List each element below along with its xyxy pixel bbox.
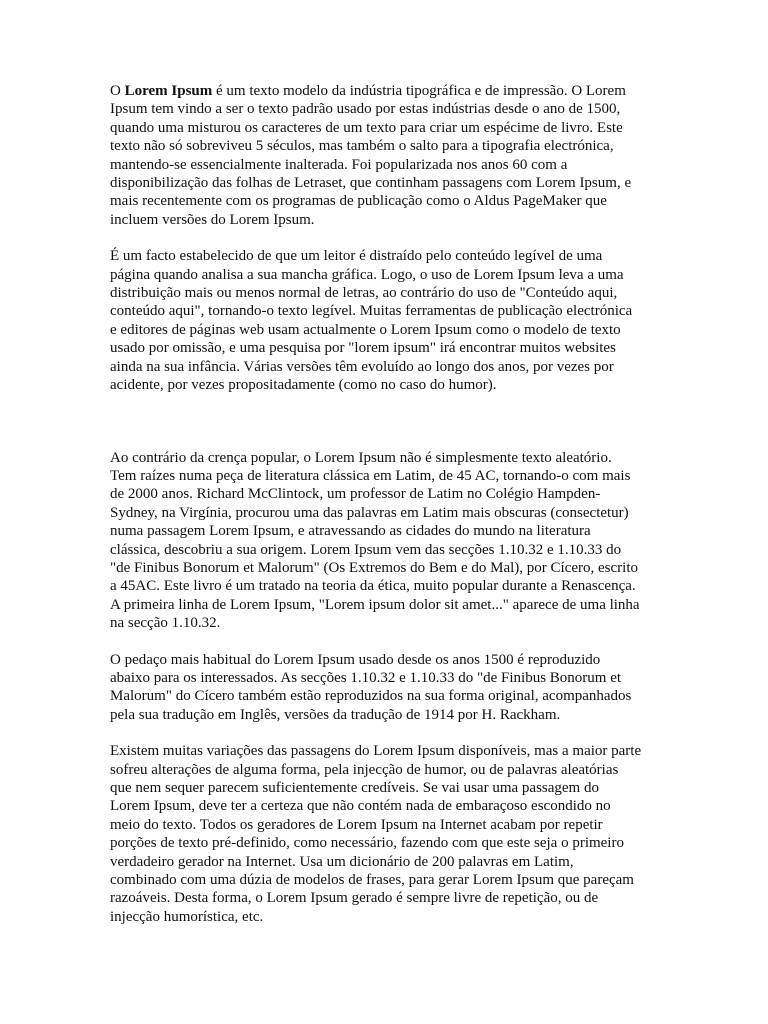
paragraph-2-line-1: É um facto estabelecido de que um leitor é distraído pelo conteúdo legível de uma (110, 248, 603, 265)
paragraph-1-line-5: mantendo-se essencialmente inalterada. Foi popularizada nos anos 60 com a (110, 156, 568, 173)
paragraph-5-line-7: verdadeiro gerador na Internet. Usa um dicionário de 200 palavras em Latim, (110, 853, 574, 870)
paragraph-1-line-3: quando uma misturou os caracteres de um texto para criar um espécime de livro. Este (110, 119, 623, 136)
paragraph-2-line-7: ainda na sua infância. Várias versões têm evoluído ao longo dos anos, por vezes por (110, 358, 614, 375)
document-body (110, 82, 662, 926)
paragraph-1-lead-prefix: O (110, 83, 125, 99)
paragraph-1 (110, 82, 662, 229)
paragraph-3-line-10: na secção 1.10.32. (110, 615, 221, 632)
paragraph-3-line-8: a 45AC. Este livro é um tratado na teoria da ética, muito popular durante a Renascença. (110, 578, 636, 595)
paragraph-5-line-1: Existem muitas variações das passagens do Lorem Ipsum disponíveis, mas a maior parte (110, 743, 642, 760)
paragraph-3-line-9: A primeira linha de Lorem Ipsum, "Lorem ipsum dolor sit amet..." aparece de uma linha (110, 596, 640, 613)
paragraph-1-line-4: texto não só sobreviveu 5 séculos, mas também o salto para a tipografia electrónica, (110, 138, 614, 155)
paragraph-2-line-4: conteúdo aqui", tornando-o texto legível. Muitas ferramentas de publicação electrónica (110, 303, 633, 320)
paragraph-1-line-8: incluem versões do Lorem Ipsum. (110, 211, 315, 228)
paragraph-2-line-5: e editores de páginas web usam actualmente o Lorem Ipsum como o modelo de texto (110, 321, 621, 338)
paragraph-2 (110, 247, 662, 394)
paragraph-3-line-1: Ao contrário da crença popular, o Lorem Ipsum não é simplesmente texto aleatório. (110, 449, 612, 466)
paragraph-4-line-4: pela sua tradução em Inglês, versões da tradução de 1914 por H. Rackham. (110, 706, 561, 723)
paragraph-3-line-7: "de Finibus Bonorum et Malorum" (Os Extremos do Bem e do Mal), por Cícero, escrito (110, 559, 638, 576)
paragraph-2-line-3: distribuição mais ou menos normal de letras, ao contrário do uso de "Conteúdo aqui, (110, 285, 618, 302)
paragraph-2-line-2: página quando analisa a sua mancha gráfica. Logo, o uso de Lorem Ipsum leva a uma (110, 266, 624, 283)
paragraph-4-line-2: abaixo para os interessados. As secções 1.10.32 e 1.10.33 do "de Finibus Bonorum et (110, 669, 622, 686)
paragraph-3 (110, 449, 662, 633)
paragraph-5-line-6: porções de texto pré-definido, como necessário, fazendo com que este seja o primeiro (110, 835, 624, 852)
paragraph-3-line-4: Sydney, na Virgínia, procurou uma das palavras em Latim mais obscuras (consectetur) (110, 504, 629, 521)
paragraph-4-line-1: O pedaço mais habitual do Lorem Ipsum usado desde os anos 1500 é reproduzido (110, 651, 601, 668)
paragraph-3-line-5: numa passagem Lorem Ipsum, e atravessando as cidades do mundo na literatura (110, 523, 591, 540)
paragraph-3-line-6: clássica, descobriu a sua origem. Lorem Ipsum vem das secções 1.10.32 e 1.10.33 do (110, 541, 622, 558)
paragraph-5-line-5: meio do texto. Todos os geradores de Lorem Ipsum na Internet acabam por repetir (110, 816, 603, 833)
paragraph-2-line-6: usado por omissão, e uma pesquisa por "lorem ipsum" irá encontrar muitos websites (110, 340, 616, 357)
paragraph-3-line-2: Tem raízes numa peça de literatura clássica em Latim, de 45 AC, tornando-o com mais (110, 467, 631, 484)
paragraph-5-line-3: que nem sequer parecem suficientemente credíveis. Se vai usar uma passagem do (110, 780, 599, 796)
paragraph-1-line-1-rest: é um texto modelo da indústria tipográfica e de impressão. O Lorem (212, 83, 626, 99)
paragraph-1-lead-bold: Lorem Ipsum (124, 83, 213, 99)
paragraph-3-line-3: de 2000 anos. Richard McClintock, um professor de Latim no Colégio Hampden- (110, 486, 601, 503)
paragraph-4-line-3: Malorum" do Cícero também estão reproduzidos na sua forma original, acompanhados (110, 688, 632, 705)
paragraph-4 (110, 651, 662, 725)
paragraph-2-line-8: acidente, por vezes propositadamente (como no caso do humor). (110, 377, 497, 394)
paragraph-1-line-2: Ipsum tem vindo a ser o texto padrão usado por estas indústrias desde o ano de 1500, (110, 101, 621, 118)
paragraph-5 (110, 742, 662, 926)
paragraph-1-line-1 (110, 82, 662, 100)
paragraph-1-line-7: mais recentemente com os programas de publicação como o Aldus PageMaker que (110, 193, 607, 210)
paragraph-5-line-4: Lorem Ipsum, deve ter a certeza que não contém nada de embaraçoso escondido no (110, 798, 611, 815)
paragraph-5-line-2: sofreu alterações de alguma forma, pela injecção de humor, ou de palavras aleatórias (110, 761, 619, 778)
paragraph-5-line-8: combinado com uma dúzia de modelos de frases, para gerar Lorem Ipsum que pareçam (110, 872, 634, 889)
paragraph-1-line-6: disponibilização das folhas de Letraset, que continham passagens com Lorem Ipsum, e (110, 175, 632, 192)
paragraph-5-line-10: injecção humorística, etc. (110, 908, 264, 925)
paragraph-5-line-9: razoáveis. Desta forma, o Lorem Ipsum gerado é sempre livre de repetição, ou de (110, 890, 599, 907)
